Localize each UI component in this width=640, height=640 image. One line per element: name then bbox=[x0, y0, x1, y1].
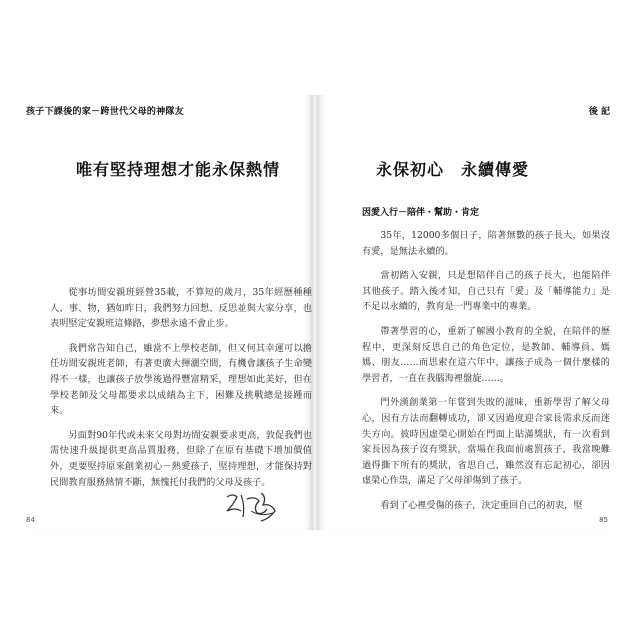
running-header-left: 孩子下課後的家－跨世代父母的神隊友 bbox=[26, 107, 185, 117]
signature bbox=[221, 487, 281, 527]
right-paragraph-4: 門外漢創業第一年嘗到失敗的滋味，重新學習了解父母心，因有方法而翻轉成功，卻又因過度迎合家長需求反而迷失方向。彼時因虛榮心開始在門面上貼滿獎狀，有一次看到家長因為孩子沒有獎狀，當場在我面前處罰孩子，我當晚難過得撕下所有的獎狀，省思自己，雖然沒有忘記初心，卻因虛榮心作祟，滿足了父母卻傷到了孩子。 bbox=[362, 397, 610, 487]
page-number-left: 84 bbox=[26, 516, 35, 524]
right-page bbox=[318, 95, 610, 530]
right-page-title: 永保初心 永續傳愛 bbox=[376, 160, 530, 179]
left-paragraph-2: 我們常告知自己，雖當不上學校老師，但又何其幸運可以擔任坊間安親班老師，有著更廣大揮灑空間，有機會讓孩子生命變得不一樣，也讓孩子放學後過得豐富精采，理想如此美好，但在學校老師及父母都要求以成績為主下，困難及挑戰總是接踵而來。 bbox=[50, 342, 312, 417]
left-page-body bbox=[50, 285, 312, 499]
right-paragraph-1: 35年，12000多個日子，陪著無數的孩子長大，如果沒有愛，是無法永續的。 bbox=[362, 230, 610, 257]
left-page-title: 唯有堅持理想才能永保熱情 bbox=[76, 160, 281, 179]
page-number-right: 85 bbox=[599, 516, 608, 524]
running-header-right: 後 記 bbox=[588, 107, 610, 117]
right-page-body bbox=[362, 228, 610, 523]
right-paragraph-2: 當初踏入安親，只是想陪伴自己的孩子長大，也能陪伴其他孩子。踏入後才知，自己只有「愛」及「輔導能力」是不足以永續的，教育是一門專業中的專業。 bbox=[362, 270, 610, 313]
left-paragraph-1: 從事坊間安親班經營35載，不算短的歲月，35年經歷種種人、事、物，猶如昨日，我們努力回想、反思並與大家分享，也表明堅定安親班這條路，夢想永遠不會止步。 bbox=[50, 287, 312, 330]
right-page-subheading: 因愛入行－陪伴・幫助・肯定 bbox=[362, 208, 480, 218]
right-paragraph-5: 看到了心裡受傷的孩子，決定重回自己的初衷，堅 bbox=[380, 499, 583, 511]
left-paragraph-3: 另面對90年代或未來父母對坊間安親要求更高，敦促我們也需快速升級提供更高品質服務，但除了在原有基礎下增加價值外，更要堅持原來創業初心－熱愛孩子，堅持理想，才能保持對民間教育服務熱情不斷，無愧托付我們的父母及孩子。 bbox=[50, 429, 312, 488]
right-paragraph-3: 帶著學習的心，重新了解國小教育的全貌，在陪伴的歷程中，更深刻反思自己的角色定位，是教師、輔導員、媽媽、朋友……而思索在這六年中，讓孩子成為一個什麼樣的學習者，一直在我腦海裡盤旋……。 bbox=[362, 325, 610, 384]
left-page bbox=[26, 95, 312, 530]
